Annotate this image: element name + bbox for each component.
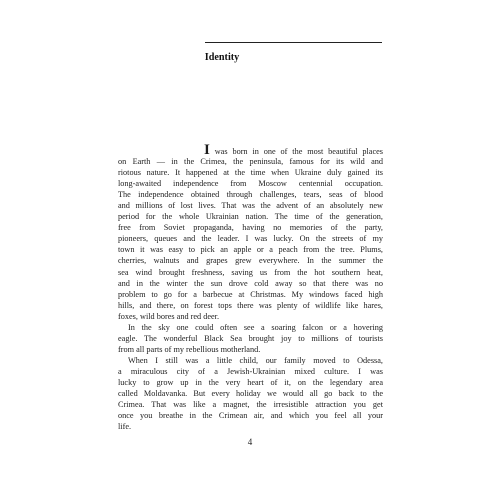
text-line-content: was born in one of the most beautiful places xyxy=(209,147,383,156)
text-line: from all parts of my rebellious motherland. xyxy=(118,344,261,354)
text-line: hills, and there, on forest tops there was plenty of wildlife like hares, xyxy=(118,300,383,310)
text-line: on Earth — in the Crimea, the peninsula, famous for its wild and xyxy=(118,157,383,167)
text-line: pioneers, queues and the leader. I was lucky. On the streets of my xyxy=(118,234,383,244)
text-line: The independence obtained through challenges, tears, seas of blood xyxy=(118,190,383,200)
text-line: cherries, walnuts and grapes grew everywhere. In the summer the xyxy=(118,256,383,266)
text-line: sea wind brought freshness, saving us from the hot southern heat, xyxy=(118,267,383,277)
text-line: Crimea. That was like a magnet, the irresistible attraction you get xyxy=(118,400,383,410)
text-line: free from Soviet propaganda, having no memories of the party, xyxy=(118,223,383,233)
page-number: 4 xyxy=(247,437,253,447)
text-line: and millions of lost lives. That was the advent of an absolutely new xyxy=(118,201,383,211)
text-line: once you breathe in the Crimean air, and which you feel all your xyxy=(118,411,383,421)
drop-cap: I xyxy=(204,142,210,158)
text-line: When I still was a little child, our family moved to Odessa, xyxy=(128,355,383,365)
text-line: called Moldavanka. But every holiday we would all go back to the xyxy=(118,389,383,399)
text-line: eagle. The wonderful Black Sea brought joy to millions of tourists xyxy=(118,333,383,343)
text-line: a miraculous city of a Jewish-Ukrainian mixed culture. I was xyxy=(118,366,383,376)
chapter-title: Identity xyxy=(204,52,240,63)
text-line: problem to go for a barbecue at Christmas. My windows faced high xyxy=(118,289,383,299)
text-line: In the sky one could often see a soaring falcon or a hovering xyxy=(128,322,383,332)
text-line: and in the winter the sun drove cold away so that there was no xyxy=(118,278,383,288)
text-line: life. xyxy=(118,422,132,432)
text-line xyxy=(118,142,383,158)
text-line: town it was easy to pick an apple or a peach from the tree. Plums, xyxy=(118,245,383,255)
text-line: foxes, wild bores and red deer. xyxy=(118,311,220,321)
text-line: long-awaited independence from Moscow centennial occupation. xyxy=(118,179,383,189)
text-line: lucky to grow up in the very heart of it, on the legendary area xyxy=(118,377,383,387)
text-line: period for the whole Ukrainian nation. The time of the generation, xyxy=(118,212,383,222)
text-line: riotous nature. It happened at the time when Ukraine duly gained its xyxy=(118,168,383,178)
body-text xyxy=(118,142,383,432)
chapter-top-rule xyxy=(205,42,382,43)
